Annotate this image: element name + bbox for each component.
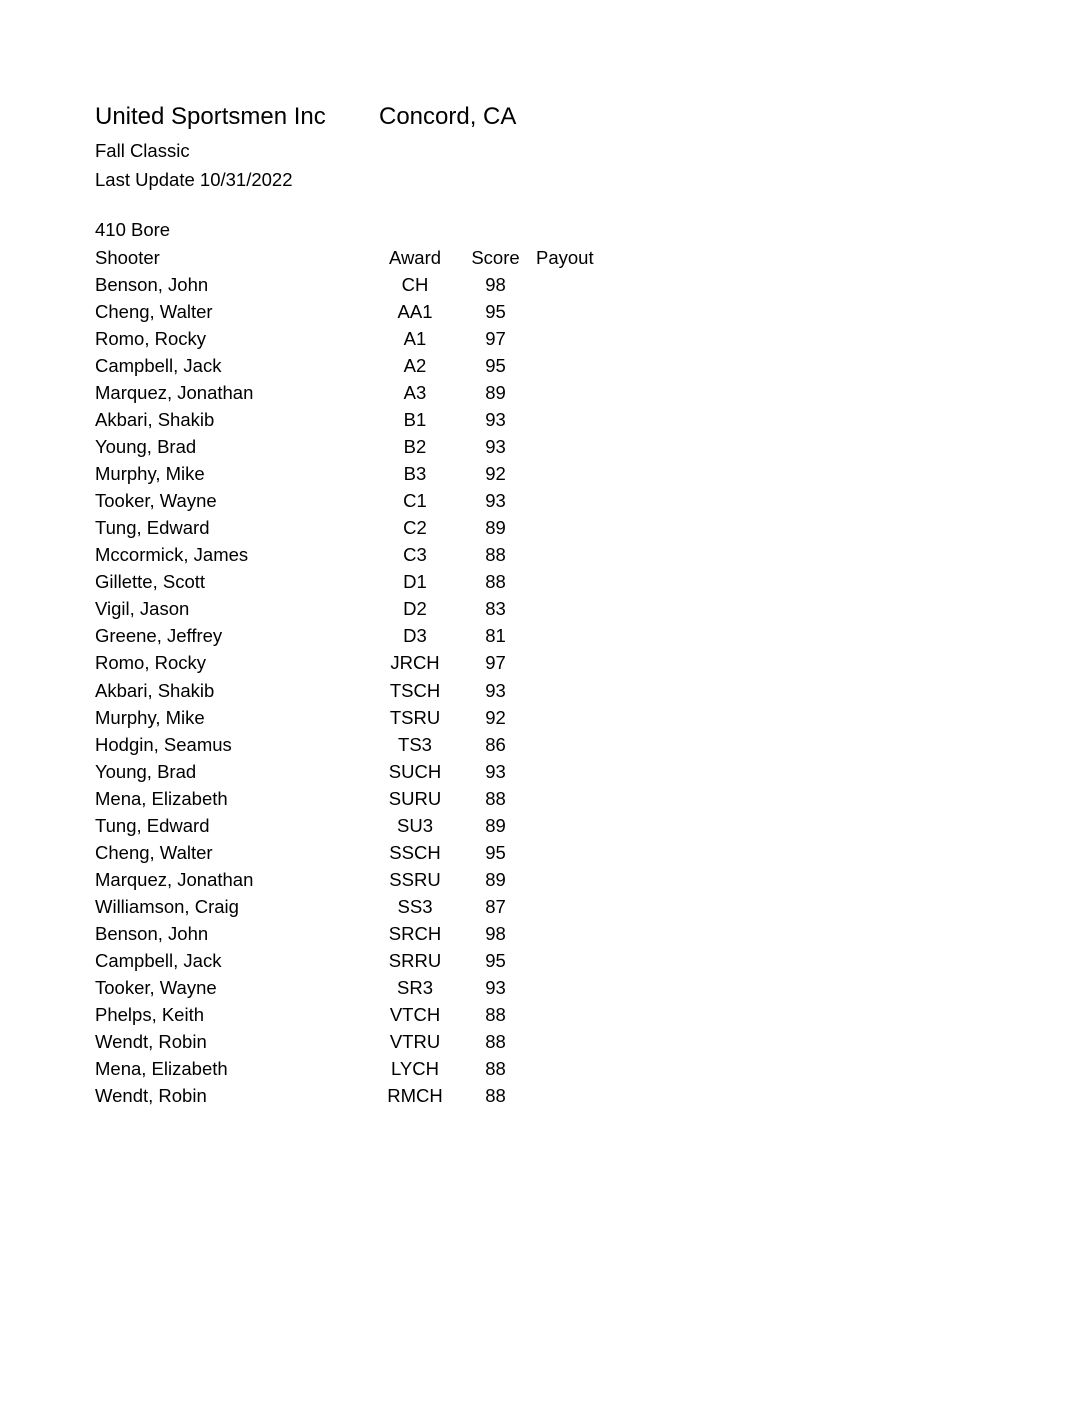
award-code: D3 — [403, 625, 427, 647]
shooter-name: Williamson, Craig — [95, 896, 239, 918]
award-code: B3 — [403, 463, 427, 485]
score-value: 95 — [485, 950, 506, 972]
award-code: TSRU — [389, 706, 441, 728]
award-code: A3 — [403, 381, 427, 403]
table-row — [95, 515, 616, 542]
shooter-name: Wendt, Robin — [95, 1031, 207, 1053]
table-row — [95, 677, 616, 704]
table-row — [95, 704, 616, 731]
award-code: SU3 — [397, 814, 433, 836]
table-row — [95, 271, 616, 298]
score-value: 89 — [485, 868, 506, 890]
shooter-name: Tung, Edward — [95, 517, 210, 539]
award-code: TSCH — [389, 679, 441, 701]
table-row — [95, 488, 616, 515]
shooter-name: Gillette, Scott — [95, 571, 206, 593]
table-row — [95, 758, 616, 785]
shooter-name: Murphy, Mike — [95, 463, 205, 485]
award-code: D1 — [403, 571, 427, 593]
award-code: AA1 — [397, 300, 433, 322]
score-value: 92 — [485, 463, 506, 485]
score-value: 93 — [485, 679, 506, 701]
award-code: A2 — [403, 354, 427, 376]
shooter-name: Murphy, Mike — [95, 706, 205, 728]
score-value: 93 — [485, 435, 506, 457]
table-row — [95, 542, 616, 569]
score-value: 93 — [485, 977, 506, 999]
score-value: 88 — [485, 544, 506, 566]
shooter-name: Tung, Edward — [95, 814, 210, 836]
award-code: SUCH — [388, 760, 442, 782]
table-row — [95, 461, 616, 488]
score-value: 89 — [485, 814, 506, 836]
column-header-score: Score — [471, 246, 520, 268]
score-value: 88 — [485, 1058, 506, 1080]
score-value: 88 — [485, 787, 506, 809]
award-code: CH — [401, 273, 429, 295]
shooter-name: Greene, Jeffrey — [95, 625, 223, 647]
award-code: SRCH — [388, 923, 442, 945]
spacer — [95, 194, 616, 216]
shooter-name: Akbari, Shakib — [95, 408, 215, 430]
shooter-name: Cheng, Walter — [95, 841, 213, 863]
award-code: SR3 — [397, 977, 433, 999]
results-sheet — [95, 98, 616, 1110]
table-row — [95, 433, 616, 460]
shooter-name: Tooker, Wayne — [95, 977, 217, 999]
award-code: SSCH — [389, 841, 441, 863]
table-row — [95, 406, 616, 433]
title-row — [95, 98, 616, 136]
shooter-name: Cheng, Walter — [95, 300, 213, 322]
score-value: 93 — [485, 760, 506, 782]
award-code: B1 — [403, 408, 427, 430]
table-row — [95, 1029, 616, 1056]
award-code: RMCH — [387, 1085, 443, 1107]
score-value: 97 — [485, 327, 506, 349]
organization-name: United Sportsmen Inc — [95, 103, 326, 130]
score-value: 86 — [485, 733, 506, 755]
score-value: 97 — [485, 652, 506, 674]
shooter-name: Campbell, Jack — [95, 354, 222, 376]
table-row — [95, 1056, 616, 1083]
table-row — [95, 921, 616, 948]
last-update: Last Update 10/31/2022 — [95, 168, 293, 190]
shooter-name: Akbari, Shakib — [95, 679, 215, 701]
table-row — [95, 352, 616, 379]
results-table-body — [95, 271, 616, 1110]
shooter-name: Phelps, Keith — [95, 1004, 205, 1026]
score-value: 95 — [485, 841, 506, 863]
score-value: 98 — [485, 273, 506, 295]
award-code: A1 — [403, 327, 427, 349]
award-code: C2 — [403, 517, 427, 539]
shooter-name: Tooker, Wayne — [95, 490, 217, 512]
award-code: JRCH — [390, 652, 440, 674]
table-row — [95, 623, 616, 650]
score-value: 87 — [485, 896, 506, 918]
shooter-name: Mccormick, James — [95, 544, 249, 566]
column-header-payout: Payout — [536, 246, 594, 268]
table-row — [95, 1002, 616, 1029]
shooter-name: Mena, Elizabeth — [95, 787, 228, 809]
score-value: 98 — [485, 923, 506, 945]
table-row — [95, 325, 616, 352]
table-row — [95, 298, 616, 325]
table-row — [95, 812, 616, 839]
score-value: 88 — [485, 1031, 506, 1053]
award-code: SURU — [388, 787, 442, 809]
score-value: 89 — [485, 381, 506, 403]
score-value: 88 — [485, 1004, 506, 1026]
score-value: 93 — [485, 408, 506, 430]
award-code: C3 — [403, 544, 427, 566]
award-code: D2 — [403, 598, 427, 620]
award-code: LYCH — [391, 1058, 439, 1080]
table-row — [95, 866, 616, 893]
location: Concord, CA — [379, 103, 517, 130]
table-row — [95, 975, 616, 1002]
award-code: C1 — [403, 490, 427, 512]
score-value: 89 — [485, 517, 506, 539]
shooter-name: Hodgin, Seamus — [95, 733, 232, 755]
event-name: Fall Classic — [95, 139, 190, 161]
score-value: 88 — [485, 571, 506, 593]
shooter-name: Young, Brad — [95, 435, 197, 457]
award-code: VTRU — [389, 1031, 441, 1053]
column-header-row — [95, 244, 616, 271]
table-row — [95, 839, 616, 866]
award-code: VTCH — [389, 1004, 441, 1026]
award-code: SSRU — [389, 868, 441, 890]
table-row — [95, 379, 616, 406]
table-row — [95, 596, 616, 623]
shooter-name: Wendt, Robin — [95, 1085, 207, 1107]
shooter-name: Young, Brad — [95, 760, 197, 782]
table-row — [95, 1083, 616, 1110]
score-value: 81 — [485, 625, 506, 647]
award-code: SS3 — [397, 896, 433, 918]
table-row — [95, 948, 616, 975]
shooter-name: Marquez, Jonathan — [95, 381, 254, 403]
shooter-name: Campbell, Jack — [95, 950, 222, 972]
shooter-name: Benson, John — [95, 923, 209, 945]
score-value: 83 — [485, 598, 506, 620]
section-title: 410 Bore — [95, 219, 171, 240]
award-code: TS3 — [398, 733, 432, 755]
table-row — [95, 569, 616, 596]
column-header-award: Award — [388, 246, 442, 268]
score-value: 95 — [485, 300, 506, 322]
table-row — [95, 785, 616, 812]
shooter-name: Romo, Rocky — [95, 327, 207, 349]
award-code: SRRU — [388, 950, 442, 972]
score-value: 92 — [485, 706, 506, 728]
table-row — [95, 731, 616, 758]
shooter-name: Mena, Elizabeth — [95, 1058, 228, 1080]
score-value: 88 — [485, 1085, 506, 1107]
shooter-name: Marquez, Jonathan — [95, 868, 254, 890]
shooter-name: Vigil, Jason — [95, 598, 190, 620]
score-value: 95 — [485, 354, 506, 376]
table-row — [95, 650, 616, 677]
shooter-name: Benson, John — [95, 273, 209, 295]
column-header-shooter: Shooter — [95, 246, 160, 268]
shooter-name: Romo, Rocky — [95, 652, 207, 674]
table-row — [95, 894, 616, 921]
score-value: 93 — [485, 490, 506, 512]
award-code: B2 — [403, 435, 427, 457]
